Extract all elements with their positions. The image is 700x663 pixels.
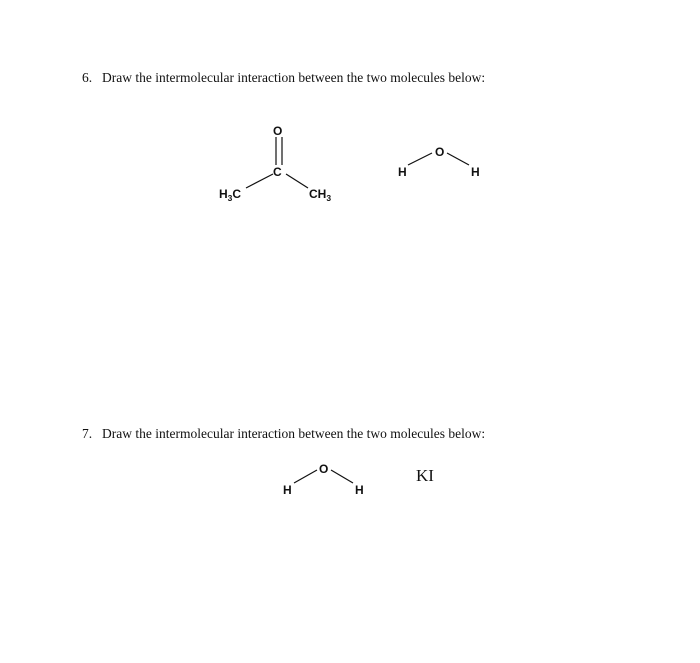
left-methyl-label [219,187,241,203]
potassium-iodide-label: KI [416,466,434,485]
water1-right-bond [447,153,469,165]
water1-hydrogen-left-label: H [398,165,407,179]
question-number: 6. [82,70,93,85]
left-methyl-subscript: 3 [227,193,233,203]
left-methyl-c: C [232,187,242,201]
water2-right-bond [331,470,353,483]
water1-left-bond [408,153,432,165]
right-methyl-ch: CH [309,187,327,201]
right-methyl-subscript: 3 [326,193,332,203]
carbonyl-carbon-label: C [273,165,282,179]
question-number: 7. [82,426,93,441]
water1-oxygen-label: O [435,145,445,159]
water1-hydrogen-right-label: H [471,165,480,179]
water2-hydrogen-right-label: H [355,483,364,497]
left-methyl-bond [246,174,273,188]
carbonyl-oxygen-label: O [273,124,283,138]
right-methyl-label [309,187,331,203]
question-text: Draw the intermolecular interaction between the two molecules below: [102,426,486,441]
water2-oxygen-label: O [319,462,329,476]
water2-left-bond [294,470,317,483]
left-methyl-h: H [219,187,228,201]
question-7 [82,426,485,442]
right-methyl-bond [286,174,308,188]
water2-hydrogen-left-label: H [283,483,292,497]
question-text: Draw the intermolecular interaction between the two molecules below: [102,70,486,85]
